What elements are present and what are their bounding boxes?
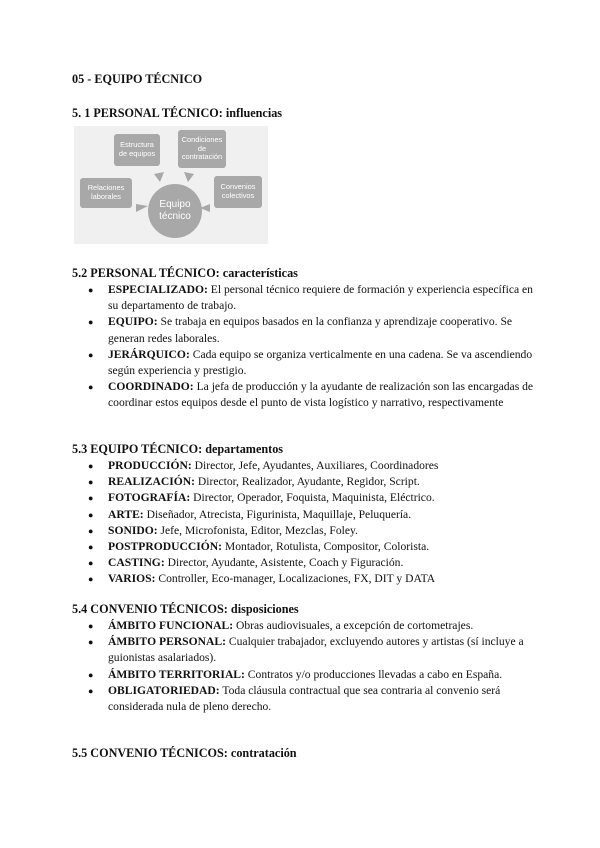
list-item — [72, 314, 542, 346]
item-text: Cualquier trabajador, excluyendo autores y artistas (sí incluye a guionistas asalariados). — [108, 635, 524, 665]
heading-5-1 — [72, 106, 282, 121]
item-term: ÁMBITO FUNCIONAL: — [108, 619, 234, 632]
bullet-icon: ● — [88, 509, 94, 520]
bullet-icon: ● — [88, 558, 94, 569]
list-item — [72, 347, 542, 379]
list-5-4 — [72, 618, 542, 715]
list-item — [72, 539, 542, 555]
heading-5-3-suffix: departamentos — [202, 442, 284, 456]
node-condiciones: Condiciones de contratación — [178, 130, 226, 168]
bullet-icon: ● — [88, 461, 94, 471]
influences-diagram — [74, 126, 268, 244]
item-text: El personal técnico requiere de formación y experiencia específica en su departamento de trabajo. — [108, 283, 533, 313]
heading-5-3-prefix: 5.3 EQUIPO TÉCNICO: — [72, 442, 203, 456]
item-text: Controller, Eco-manager, Localizaciones, FX, DIT y DATA — [155, 572, 436, 586]
list-item — [72, 618, 542, 634]
item-term: POSTPRODUCCIÓN: — [108, 540, 223, 554]
bullet-icon: ● — [88, 621, 94, 631]
bullet-icon: ● — [88, 285, 94, 295]
heading-5-2-suffix: características — [219, 266, 298, 280]
list-item — [72, 571, 542, 587]
item-term: ARTE: — [108, 507, 144, 521]
heading-5-1-suffix: influencias — [222, 106, 283, 120]
heading-5-2-prefix: 5.2 PERSONAL TÉCNICO: — [72, 266, 220, 280]
item-text: Cada equipo se organiza verticalmente en una cadena. Se va ascendiendo según experiencia y prestigio. — [108, 347, 533, 378]
list-item — [72, 634, 542, 666]
list-5-3 — [72, 458, 542, 588]
item-text: Jefe, Microfonista, Editor, Mezclas, Foley. — [157, 523, 358, 537]
list-item — [72, 379, 542, 411]
section-title-05 — [72, 72, 202, 87]
item-text: Director, Realizador, Ayudante, Regidor, Script. — [194, 475, 420, 489]
item-term: FOTOGRAFÍA: — [108, 491, 191, 505]
list-item — [72, 507, 542, 523]
list-item — [72, 667, 542, 683]
arrow-top-left — [154, 172, 164, 182]
heading-5-1-prefix: 5. 1 PERSONAL TÉCNICO: — [72, 106, 223, 120]
arrow-top-right — [184, 172, 194, 182]
item-text: Montador, Rotulista, Compositor, Colorista. — [222, 540, 430, 554]
heading-5-4-prefix: 5.4 CONVENIO TÉCNICOS: — [72, 602, 228, 616]
list-item — [72, 523, 542, 539]
arrow-left — [136, 204, 148, 212]
section-title-text: 05 - EQUIPO TÉCNICO — [72, 72, 203, 86]
item-text: Director, Ayudante, Asistente, Coach y Figuración. — [164, 556, 404, 570]
node-convenios: Convenios colectivos — [214, 176, 262, 208]
bullet-icon: ● — [88, 574, 94, 585]
heading-5-3 — [72, 442, 283, 457]
item-text: Se trabaja en equipos basados en la confianza y aprendizaje cooperativo. Se generan redes laborales. — [108, 315, 513, 345]
heading-5-4-suffix: disposiciones — [227, 602, 299, 616]
node-relaciones: Relaciones laborales — [80, 178, 132, 208]
heading-5-4 — [72, 602, 299, 617]
bullet-icon: ● — [88, 669, 94, 680]
bullet-icon: ● — [88, 542, 94, 553]
list-item — [72, 683, 542, 715]
item-term: ESPECIALIZADO: — [108, 283, 208, 296]
bullet-icon: ● — [88, 493, 94, 504]
item-term: ÁMBITO PERSONAL: — [108, 635, 226, 649]
list-item — [72, 282, 542, 314]
item-term: PRODUCCIÓN: — [108, 459, 192, 472]
heading-5-5-prefix: 5.5 CONVENIO TÉCNICOS: — [72, 746, 228, 760]
item-term: CASTING: — [108, 556, 165, 570]
item-text: La jefa de producción y la ayudante de realización son las encargadas de coordinar estos equipos desde el punto de vista logístico y narrativo, respectivamente — [108, 380, 534, 410]
item-text: Contratos y/o producciones llevadas a cabo en España. — [244, 667, 503, 681]
bullet-icon: ● — [88, 525, 94, 536]
item-text: Diseñador, Atrecista, Figurinista, Maquillaje, Peluquería. — [143, 507, 412, 521]
item-term: JERÁRQUICO: — [108, 347, 190, 361]
list-5-2 — [72, 282, 542, 412]
item-term: REALIZACIÓN: — [108, 475, 195, 489]
item-text: Toda cláusula contractual que sea contraria al convenio será considerada nula de pleno derecho. — [108, 683, 501, 714]
bullet-icon: ● — [88, 685, 94, 696]
item-term: SONIDO: — [108, 523, 158, 537]
node-estructura: Estructura de equipos — [114, 134, 160, 166]
item-term: COORDINADO: — [108, 380, 194, 394]
heading-5-2 — [72, 266, 298, 281]
heading-5-5 — [72, 746, 297, 761]
bullet-icon: ● — [88, 317, 94, 328]
item-text: Obras audiovisuales, a excepción de cortometrajes. — [233, 619, 474, 632]
list-item — [72, 458, 542, 474]
bullet-icon: ● — [88, 637, 94, 648]
item-term: EQUIPO: — [108, 315, 158, 329]
item-text: Director, Operador, Foquista, Maquinista, Eléctrico. — [190, 491, 435, 505]
item-term: OBLIGATORIEDAD: — [108, 683, 220, 697]
item-term: ÁMBITO TERRITORIAL: — [108, 667, 245, 681]
bullet-icon: ● — [88, 382, 94, 393]
bullet-icon: ● — [88, 349, 94, 360]
list-item — [72, 474, 542, 490]
list-item — [72, 490, 542, 506]
list-item — [72, 555, 542, 571]
bullet-icon: ● — [88, 477, 94, 488]
node-equipo-tecnico: Equipo técnico — [148, 184, 202, 238]
heading-5-5-suffix: contratación — [227, 746, 297, 760]
item-text: Director, Jefe, Ayudantes, Auxiliares, Coordinadores — [191, 459, 439, 472]
item-term: VARIOS: — [108, 572, 156, 586]
